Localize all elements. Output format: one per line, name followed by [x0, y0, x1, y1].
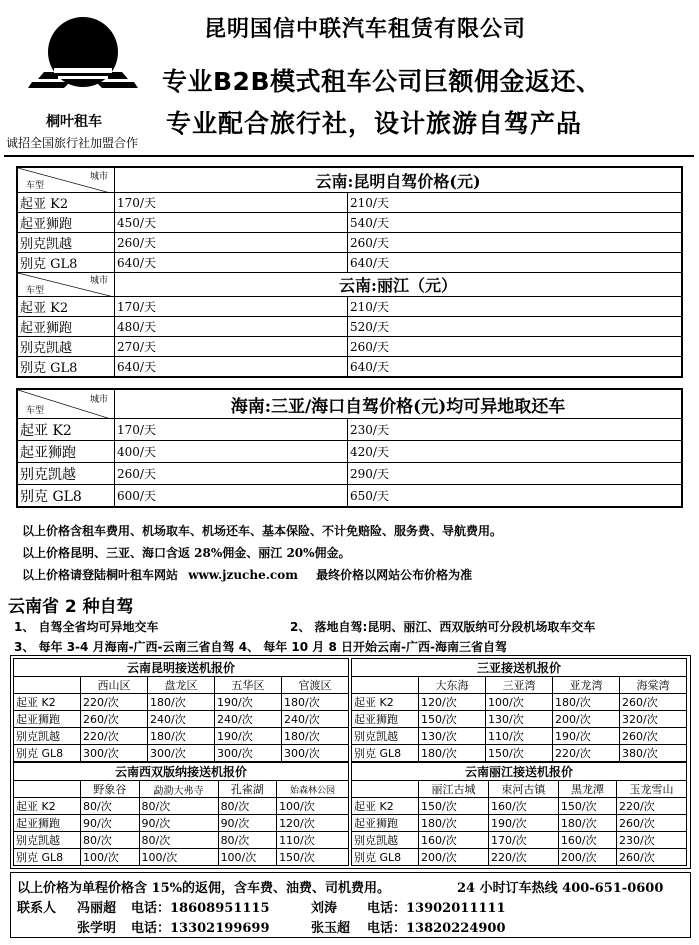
price: 540/天 [348, 213, 682, 233]
price: 160/次 [488, 798, 558, 815]
price: 100/次 [277, 798, 349, 815]
price: 200/次 [558, 849, 616, 866]
car-name: 别克凯越 [352, 832, 419, 849]
company-name: 昆明国信中联汽车租赁有限公司 [204, 17, 527, 42]
price: 190/次 [553, 728, 620, 745]
price: 220/次 [553, 745, 620, 762]
table-row [18, 485, 682, 507]
table-row [18, 297, 682, 317]
price: 170/次 [488, 832, 558, 849]
price: 300/次 [81, 745, 148, 762]
price: 640/天 [348, 357, 682, 377]
price: 80/次 [139, 798, 218, 815]
price: 190/次 [215, 728, 282, 745]
column-header: 五华区 [215, 677, 282, 694]
transfer-price-box [10, 655, 691, 869]
price: 210/天 [348, 297, 682, 317]
price: 300/次 [148, 745, 215, 762]
sanya-transfer-title: 三亚接送机报价 [352, 659, 687, 677]
price: 320/次 [620, 711, 687, 728]
price: 260/次 [81, 711, 148, 728]
table-row [352, 832, 687, 849]
price: 100/次 [139, 849, 218, 866]
car-name: 别克 GL8 [352, 849, 419, 866]
slogan-line-2: 专业配合旅行社，设计旅游自驾产品 [166, 109, 583, 138]
logo [24, 12, 142, 104]
column-header: 黑龙潭 [558, 781, 616, 798]
table-row [18, 337, 682, 357]
header-divider [4, 155, 694, 157]
table-row [18, 357, 682, 377]
price: 180/次 [148, 694, 215, 711]
yunnan-section-title: 云南省 2 种自驾 [8, 597, 134, 617]
column-header: 野象谷 [81, 781, 140, 798]
contact-phone: 电话：13820224900 [367, 921, 506, 936]
price: 180/次 [282, 694, 349, 711]
price: 80/次 [81, 798, 140, 815]
car-name: 起亚狮跑 [18, 441, 115, 463]
price: 110/次 [486, 728, 553, 745]
price: 420/天 [348, 441, 682, 463]
city-label: 城市 [89, 276, 108, 286]
kunming-transfer-title: 云南昆明接送机报价 [14, 659, 349, 677]
price: 260/天 [348, 337, 682, 357]
column-header: 亚龙湾 [553, 677, 620, 694]
table-row [18, 317, 682, 337]
price: 230/天 [348, 419, 682, 441]
price: 180/次 [419, 745, 486, 762]
website-link[interactable]: www.jzuche.com [188, 568, 298, 582]
car-label: 车型 [26, 406, 45, 416]
car-name: 起亚 K2 [18, 419, 115, 441]
corner-header [18, 273, 115, 297]
table-row [352, 745, 687, 762]
note-3-text: 以上价格请登陆桐叶租车网站 [22, 568, 179, 582]
corner-header [18, 390, 115, 419]
price: 170/天 [115, 193, 348, 213]
price: 270/天 [115, 337, 348, 357]
price: 130/次 [419, 728, 486, 745]
contact-phone: 电话：13302199699 [131, 921, 270, 936]
car-name: 起亚 K2 [352, 798, 419, 815]
price: 400/天 [115, 441, 348, 463]
price: 200/次 [419, 849, 489, 866]
car-name: 别克凯越 [14, 728, 81, 745]
column-header: 大东海 [419, 677, 486, 694]
yunnan-price-box [16, 166, 683, 378]
price: 260/次 [617, 815, 687, 832]
price: 260/次 [620, 728, 687, 745]
contact-label: 联系人 [17, 901, 57, 916]
table-row [14, 832, 349, 849]
price: 650/天 [348, 485, 682, 507]
price: 90/次 [218, 815, 277, 832]
table-row [14, 849, 349, 866]
price: 290/天 [348, 463, 682, 485]
car-name: 别克凯越 [14, 832, 81, 849]
price: 180/次 [553, 694, 620, 711]
car-name: 别克 GL8 [18, 357, 115, 377]
price: 170/天 [115, 419, 348, 441]
car-name: 起亚狮跑 [18, 317, 115, 337]
table-row [18, 441, 682, 463]
city-label: 城市 [89, 172, 108, 182]
column-header: 勐泐大弗寺 [139, 781, 218, 798]
car-name: 起亚 K2 [352, 694, 419, 711]
column-header: 盘龙区 [148, 677, 215, 694]
price: 220/次 [617, 798, 687, 815]
price: 150/次 [486, 745, 553, 762]
contact-name: 刘涛 [311, 901, 338, 916]
table-row [14, 711, 349, 728]
price: 260/次 [617, 849, 687, 866]
price: 120/次 [419, 694, 486, 711]
contact-name: 张玉超 [311, 921, 351, 936]
price-notes [22, 522, 682, 586]
car-name: 起亚狮跑 [14, 711, 81, 728]
column-header: 始森林公园 [277, 781, 349, 798]
price: 100/次 [486, 694, 553, 711]
car-name: 起亚狮跑 [14, 815, 81, 832]
price: 220/次 [81, 694, 148, 711]
price: 90/次 [139, 815, 218, 832]
price: 190/次 [215, 694, 282, 711]
car-label: 车型 [26, 286, 45, 296]
price: 150/次 [277, 849, 349, 866]
hotline: 24 小时订车热线 400-651-0600 [457, 881, 664, 896]
kunming-price-table [17, 167, 682, 377]
table-row [18, 419, 682, 441]
price: 180/次 [558, 815, 616, 832]
hainan-price-box [16, 388, 683, 508]
yunnan-item-1: 1、 自驾全省均可异地交车 [14, 620, 159, 634]
price: 240/次 [215, 711, 282, 728]
price: 520/天 [348, 317, 682, 337]
table-row [14, 728, 349, 745]
yunnan-item-3: 3、 每年 3-4 月海南-广西-云南三省自驾 4、 每年 10 月 8 日开始云南-广西-海南三省自驾 [14, 640, 507, 654]
car-name: 别克 GL8 [14, 849, 81, 866]
column-header: 海棠湾 [620, 677, 687, 694]
table-row [352, 711, 687, 728]
price: 150/次 [558, 798, 616, 815]
price: 90/次 [81, 815, 140, 832]
car-name: 别克凯越 [352, 728, 419, 745]
table-row [14, 745, 349, 762]
car-name: 别克 GL8 [18, 253, 115, 273]
car-name: 起亚狮跑 [352, 711, 419, 728]
corner-header [18, 168, 115, 193]
price: 260/天 [115, 233, 348, 253]
table-row [14, 815, 349, 832]
price: 180/次 [282, 728, 349, 745]
table-row [352, 849, 687, 866]
car-name: 起亚 K2 [18, 297, 115, 317]
price: 100/次 [218, 849, 277, 866]
table-row [14, 798, 349, 815]
price: 230/次 [617, 832, 687, 849]
kunming-title: 云南:昆明自驾价格(元) [115, 168, 682, 193]
lijiang-title: 云南:丽江（元） [115, 273, 682, 297]
price: 190/次 [488, 815, 558, 832]
price: 180/次 [419, 815, 489, 832]
contact-name: 冯丽超 [77, 901, 117, 916]
table-row [352, 694, 687, 711]
yunnan-item-2: 2、 落地自驾:昆明、丽江、西双版纳可分段机场取车交车 [290, 620, 596, 634]
price: 220/次 [81, 728, 148, 745]
table-row [18, 193, 682, 213]
price: 450/天 [115, 213, 348, 233]
price: 300/次 [282, 745, 349, 762]
column-header: 官渡区 [282, 677, 349, 694]
price: 260/天 [348, 233, 682, 253]
price: 80/次 [218, 798, 277, 815]
brand-name: 桐叶租车 [46, 114, 102, 130]
car-label: 车型 [26, 181, 45, 191]
lijiang-transfer-title: 云南丽江接送机报价 [352, 763, 687, 781]
car-name: 别克凯越 [18, 463, 115, 485]
hainan-price-table [17, 389, 682, 507]
car-name: 起亚狮跑 [18, 213, 115, 233]
column-header: 西山区 [81, 677, 148, 694]
price: 210/天 [348, 193, 682, 213]
kunming-transfer-table [13, 658, 349, 762]
price: 150/次 [419, 798, 489, 815]
price: 80/次 [139, 832, 218, 849]
table-row [18, 463, 682, 485]
price: 260/天 [115, 463, 348, 485]
column-header: 玉龙雪山 [617, 781, 687, 798]
price: 130/次 [486, 711, 553, 728]
footer-note: 以上价格为单程价格含 15%的返佣，含车费、油费、司机费用。 [17, 881, 390, 896]
table-row [14, 694, 349, 711]
column-header: 束河古镇 [488, 781, 558, 798]
car-name: 别克 GL8 [14, 745, 81, 762]
car-name: 起亚狮跑 [352, 815, 419, 832]
sanya-transfer-table [351, 658, 687, 762]
column-header: 丽江古城 [419, 781, 489, 798]
price: 600/天 [115, 485, 348, 507]
price: 100/次 [81, 849, 140, 866]
price: 180/次 [148, 728, 215, 745]
price: 220/次 [488, 849, 558, 866]
contact-phone: 电话：18608951115 [131, 901, 270, 916]
car-name: 别克 GL8 [18, 485, 115, 507]
column-header: 孔雀湖 [218, 781, 277, 798]
price: 380/次 [620, 745, 687, 762]
price: 170/天 [115, 297, 348, 317]
table-row [18, 213, 682, 233]
contact-name: 张学明 [77, 921, 117, 936]
price: 160/次 [558, 832, 616, 849]
note-2: 以上价格昆明、三亚、海口含返 28%佣金、丽江 20%佣金。 [22, 546, 351, 560]
table-row [18, 233, 682, 253]
contact-box [10, 872, 691, 938]
table-row [18, 253, 682, 273]
car-name: 别克凯越 [18, 233, 115, 253]
price: 150/次 [419, 711, 486, 728]
price: 480/天 [115, 317, 348, 337]
xishuangbanna-transfer-table [13, 762, 349, 866]
price: 80/次 [81, 832, 140, 849]
price: 110/次 [277, 832, 349, 849]
car-name: 别克 GL8 [352, 745, 419, 762]
price: 640/天 [115, 357, 348, 377]
city-label: 城市 [89, 395, 108, 405]
price: 200/次 [553, 711, 620, 728]
price: 240/次 [282, 711, 349, 728]
xishuangbanna-transfer-title: 云南西双版纳接送机报价 [14, 763, 349, 781]
price: 120/次 [277, 815, 349, 832]
car-name: 起亚 K2 [14, 694, 81, 711]
note-3 [22, 566, 682, 586]
table-row [352, 798, 687, 815]
note-1: 以上价格含租车费用、机场取车、机场还车、基本保险、不计免赔险、服务费、导航费用。 [22, 524, 503, 538]
price: 640/天 [348, 253, 682, 273]
price: 80/次 [218, 832, 277, 849]
table-row [352, 728, 687, 745]
column-header: 三亚湾 [486, 677, 553, 694]
price: 240/次 [148, 711, 215, 728]
table-row [352, 815, 687, 832]
car-name: 起亚 K2 [14, 798, 81, 815]
note-3-suffix: 最终价格以网站公布价格为准 [316, 568, 473, 582]
car-name: 起亚 K2 [18, 193, 115, 213]
price: 640/天 [115, 253, 348, 273]
lijiang-transfer-table [351, 762, 687, 866]
slogan-line-1: 专业B2B模式租车公司巨额佣金返还、 [162, 67, 602, 96]
car-name: 别克凯越 [18, 337, 115, 357]
hainan-title: 海南:三亚/海口自驾价格(元)均可异地取还车 [115, 390, 682, 419]
price: 160/次 [419, 832, 489, 849]
contact-phone: 电话：13902011111 [367, 901, 506, 916]
price: 260/次 [620, 694, 687, 711]
recruit-text: 诚招全国旅行社加盟合作 [6, 136, 139, 150]
price: 300/次 [215, 745, 282, 762]
